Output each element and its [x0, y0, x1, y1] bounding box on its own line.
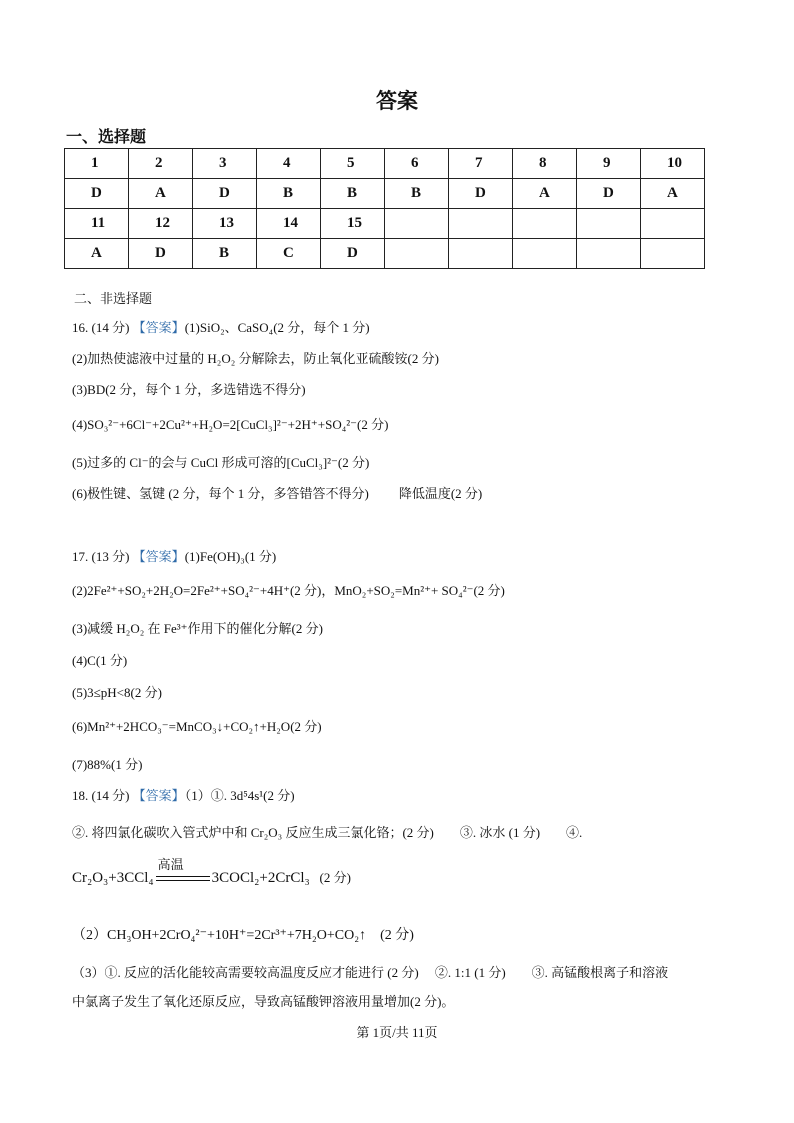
answer-line: (1)SiO₂、CaSO₄(2 分，每个 1 分) — [184, 320, 370, 335]
table-cell: A — [129, 179, 193, 209]
table-cell: B — [385, 179, 449, 209]
answer-line: (2)加热使滤液中过量的 H₂O₂ 分解除去，防止氧化亚硫酸铵(2 分) — [72, 351, 439, 366]
answer-line: (4)C(1 分) — [72, 653, 128, 668]
table-cell: D — [321, 239, 385, 269]
answer-tag: 【答案】 — [132, 549, 185, 564]
table-cell: C — [257, 239, 321, 269]
answer-line: （1）①. 3d⁵4s¹(2 分) — [184, 788, 295, 803]
answer-line: （2）CH₃OH+2CrO₄²⁻+10H⁺=2Cr³⁺+7H₂O+CO₂↑ (2 分) — [72, 928, 414, 943]
table-row — [65, 179, 705, 209]
table-cell — [641, 209, 705, 239]
section-nonchoice-heading: 二、非选择题 — [74, 292, 153, 307]
table-cell: 12 — [129, 209, 193, 239]
question-number: 18. (14 分) — [72, 788, 130, 803]
question-number: 17. (13 分) — [72, 549, 130, 564]
answer-line: (5)过多的 Cl⁻的会与 CuCl 形成可溶的[CuCl₃]²⁻(2 分) — [72, 455, 370, 470]
score: (2 分) — [319, 870, 351, 885]
table-cell: 4 — [257, 149, 321, 179]
answer-line: (1)Fe(OH)₃(1 分) — [184, 549, 277, 564]
answer-line: 中氯离子发生了氧化还原反应，导致高锰酸钾溶液用量增加(2 分)。 — [72, 994, 455, 1009]
answer-line: (4)SO₃²⁻+6Cl⁻+2Cu²⁺+H₂O=2[CuCl₃]²⁻+2H⁺+SO₄²⁻(2 分) — [72, 417, 389, 432]
table-cell — [577, 209, 641, 239]
answer-line: (5)3≤pH<8(2 分) — [72, 685, 162, 700]
table-cell — [385, 209, 449, 239]
high-temperature-arrow-icon — [156, 857, 210, 884]
table-cell: 6 — [385, 149, 449, 179]
table-cell: 9 — [577, 149, 641, 179]
answer-tag: 【答案】 — [132, 788, 185, 803]
table-cell — [385, 239, 449, 269]
table-cell: D — [129, 239, 193, 269]
table-cell: D — [577, 179, 641, 209]
table-cell: 1 — [65, 149, 129, 179]
table-cell: D — [449, 179, 513, 209]
table-cell: 13 — [193, 209, 257, 239]
answer-tag: 【答案】 — [132, 320, 185, 335]
answer-part: 降低温度(2 分) — [398, 486, 483, 501]
answer-line: ②. 将四氯化碳吹入管式炉中和 Cr₂O₃ 反应生成三氯化铬；(2 分) ③. 冰水 (1 分) ④. — [72, 825, 583, 840]
table-cell: A — [513, 179, 577, 209]
table-cell: 15 — [321, 209, 385, 239]
answer-line: (2)2Fe²⁺+SO₂+2H₂O=2Fe²⁺+SO₄²⁻+4H⁺(2 分)，MnO₂+SO₂=Mn²⁺+ SO₄²⁻(2 分) — [72, 583, 505, 598]
question-number: 16. (14 分) — [72, 320, 130, 335]
table-cell — [641, 239, 705, 269]
answer-line: (3)BD(2 分，每个 1 分，多选错选不得分) — [72, 382, 306, 397]
table-cell: 7 — [449, 149, 513, 179]
table-cell: 14 — [257, 209, 321, 239]
answer-line: (7)88%(1 分) — [72, 757, 143, 772]
table-cell: 8 — [513, 149, 577, 179]
table-row — [65, 209, 705, 239]
answer-part: (6)极性键、氢键 (2 分，每个 1 分，多答错答不得分) — [72, 486, 369, 501]
answer-line: (3)减缓 H₂O₂ 在 Fe³⁺作用下的催化分解(2 分) — [72, 621, 323, 636]
reaction-condition: 高温 — [157, 857, 184, 873]
table-cell: B — [321, 179, 385, 209]
answer-line: （3）①. 反应的活化能较高需要较高温度反应才能进行 (2 分) ②. 1:1 (1 分) ③. 高锰酸根离子和溶液 — [72, 965, 669, 980]
table-cell: 10 — [641, 149, 705, 179]
table-cell — [513, 239, 577, 269]
section-choice-heading: 一、选择题 — [66, 127, 147, 146]
page-footer: 第 1页/共 11页 — [356, 1025, 438, 1040]
table-cell: A — [641, 179, 705, 209]
table-cell: D — [193, 179, 257, 209]
table-cell — [449, 209, 513, 239]
q18-header — [72, 785, 295, 804]
table-cell: 11 — [65, 209, 129, 239]
table-cell — [577, 239, 641, 269]
answer-line: (6)Mn²⁺+2HCO₃⁻=MnCO₃↓+CO₂↑+H₂O(2 分) — [72, 719, 322, 734]
page-title: 答案 — [376, 89, 418, 113]
answer-line — [72, 483, 482, 502]
table-cell: A — [65, 239, 129, 269]
answer-table — [64, 148, 705, 269]
table-row — [65, 149, 705, 179]
equation-products: 3COCl₂+2CrCl₃ — [211, 870, 310, 886]
table-cell: D — [65, 179, 129, 209]
equation-reactants: Cr₂O₃+3CCl₄ — [72, 870, 154, 886]
q17-header — [72, 546, 276, 565]
q16-header — [72, 317, 370, 336]
table-cell — [449, 239, 513, 269]
table-cell: 2 — [129, 149, 193, 179]
table-cell: B — [193, 239, 257, 269]
table-cell: B — [257, 179, 321, 209]
table-row — [65, 239, 705, 269]
reaction-equation — [72, 857, 351, 887]
table-cell: 5 — [321, 149, 385, 179]
table-cell: 3 — [193, 149, 257, 179]
table-cell — [513, 209, 577, 239]
